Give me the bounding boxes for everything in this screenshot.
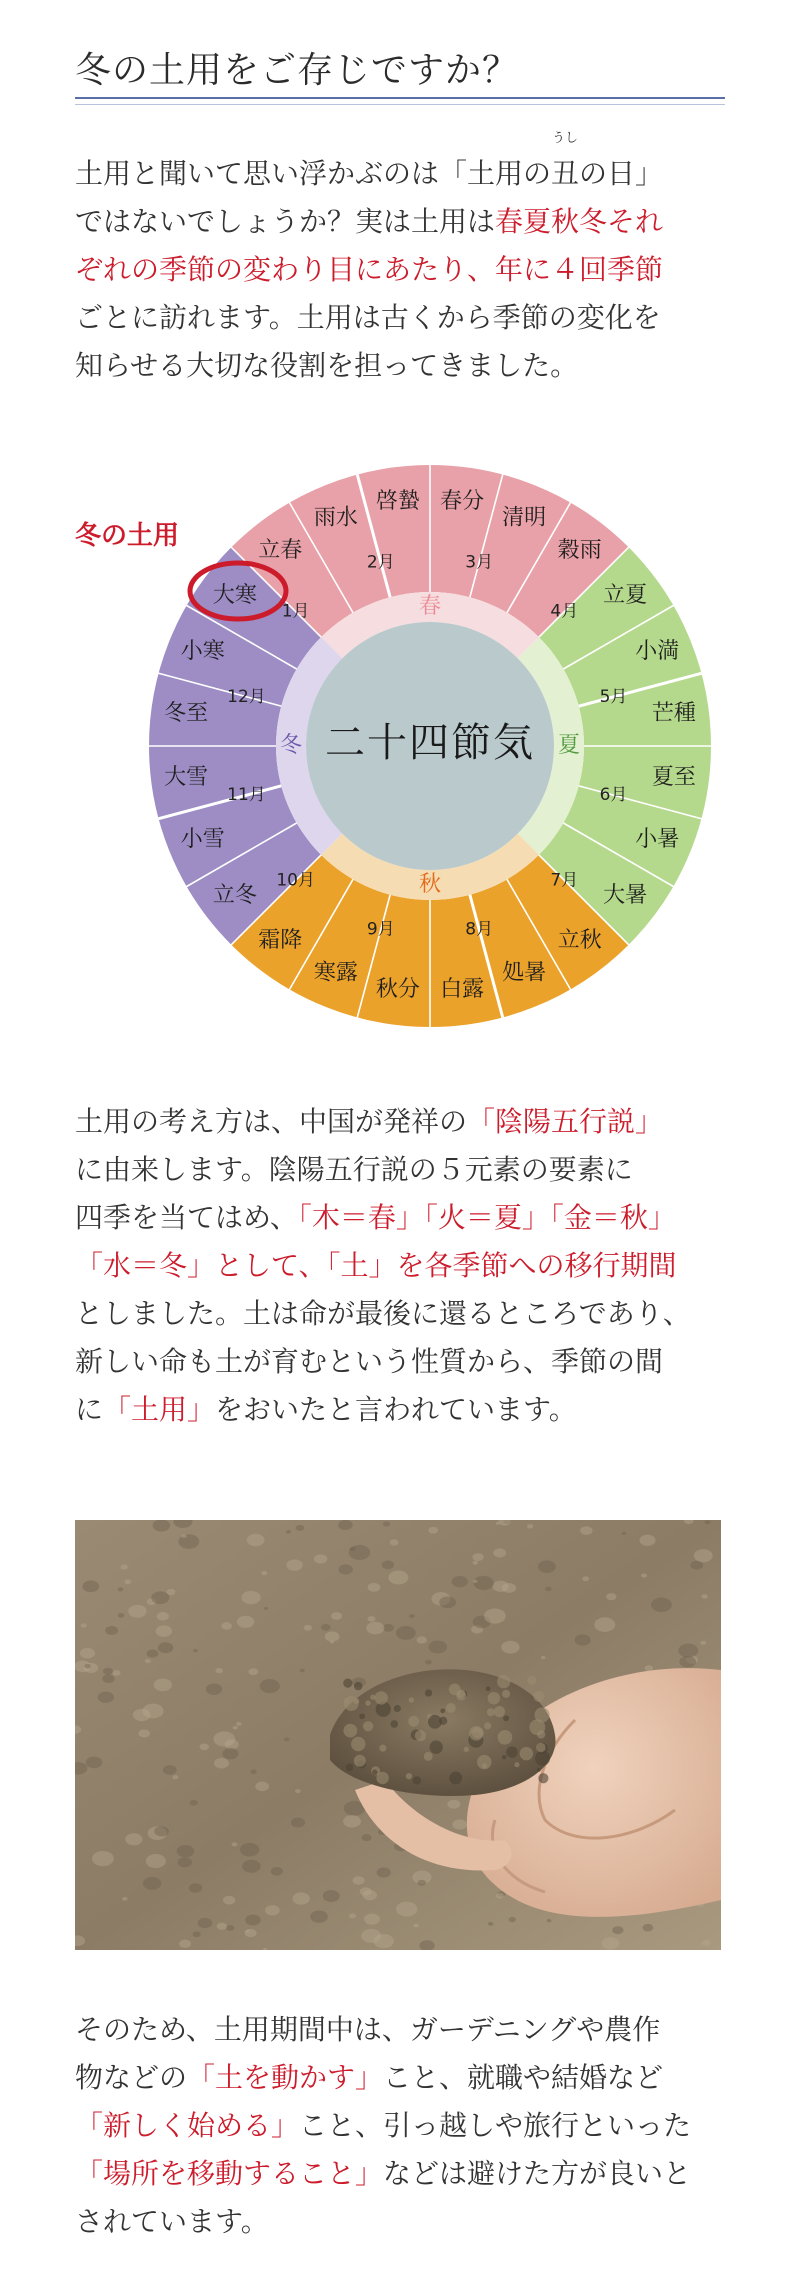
clump-grain bbox=[406, 1773, 412, 1779]
soil-grain bbox=[181, 1534, 186, 1538]
clump-grain bbox=[533, 1691, 544, 1702]
twenty-four-solar-terms-diagram bbox=[0, 440, 800, 1060]
solar-term-label: 大寒 bbox=[212, 583, 257, 609]
soil-grain bbox=[409, 1614, 415, 1618]
soil-grain bbox=[265, 1905, 280, 1915]
explanation-paragraph bbox=[75, 1098, 745, 1434]
soil-grain bbox=[679, 1656, 696, 1668]
soil-grain bbox=[541, 1656, 546, 1659]
soil-grain bbox=[702, 1940, 711, 1946]
soil-grain bbox=[245, 1929, 257, 1937]
text-span: に bbox=[75, 1393, 104, 1426]
soil-grain bbox=[190, 1800, 198, 1806]
solar-term-label: 春分 bbox=[440, 489, 485, 515]
solar-term-label: 芒種 bbox=[651, 700, 696, 726]
clump-grain bbox=[449, 1683, 461, 1695]
soil-grain bbox=[496, 1893, 504, 1899]
clump-grain bbox=[346, 1763, 354, 1771]
solar-term-label: 小雪 bbox=[180, 827, 225, 853]
soil-grain bbox=[245, 1915, 260, 1926]
clump-grain bbox=[484, 1722, 491, 1729]
heading-rule-thin bbox=[75, 104, 725, 105]
autumn-season-label: 秋 bbox=[418, 872, 442, 897]
soil-grain bbox=[339, 1564, 353, 1574]
center-label: 二十四節気 bbox=[325, 720, 535, 766]
soil-grain bbox=[248, 1668, 258, 1675]
soil-grain bbox=[81, 1623, 87, 1627]
soil-grain bbox=[331, 1612, 342, 1620]
soil-grain bbox=[417, 1636, 427, 1643]
soil-grain bbox=[172, 1775, 178, 1779]
clump-grain bbox=[529, 1719, 545, 1735]
soil-grain bbox=[705, 1520, 711, 1524]
soil-grain bbox=[163, 1765, 177, 1775]
solar-term-label: 雨水 bbox=[313, 505, 358, 531]
text-span: をおいたと言われています。 bbox=[215, 1393, 577, 1426]
soil-grain bbox=[545, 1587, 551, 1591]
soil-grain bbox=[118, 1613, 125, 1618]
soil-grain bbox=[295, 1789, 301, 1793]
soil-grain bbox=[390, 1539, 399, 1545]
soil-photo-image bbox=[75, 1520, 721, 1950]
soil-grain bbox=[382, 1560, 394, 1569]
soil-grain bbox=[622, 1532, 627, 1535]
soil-grain bbox=[388, 1570, 408, 1584]
solar-term-label: 白露 bbox=[440, 976, 485, 1002]
soil-grain bbox=[264, 1607, 268, 1610]
emphasis-text: 「場所を移動すること」 bbox=[75, 2157, 384, 2190]
soil-grain bbox=[452, 1576, 468, 1587]
soil-grain bbox=[255, 1782, 269, 1792]
clump-grain bbox=[488, 1692, 501, 1705]
text-span: こと、引っ越しや旅行といった bbox=[299, 2109, 692, 2142]
clump-grain bbox=[487, 1708, 495, 1716]
clump-grain bbox=[536, 1743, 546, 1753]
soil-grain bbox=[247, 1534, 265, 1546]
soil-grain bbox=[594, 1617, 615, 1632]
winter-doyo-callout: 冬の土用 bbox=[75, 521, 180, 551]
soil-grain bbox=[125, 1833, 142, 1845]
soil-grain bbox=[222, 1748, 238, 1759]
soil-grain bbox=[428, 1527, 438, 1534]
body-line bbox=[75, 2102, 745, 2150]
soil-grain bbox=[299, 1669, 304, 1673]
ruby-reading: うし bbox=[552, 131, 579, 146]
soil-grain bbox=[493, 1581, 509, 1592]
soil-grain bbox=[321, 1624, 331, 1631]
clump-grain bbox=[486, 1686, 491, 1691]
month-label: 2月 bbox=[366, 552, 395, 573]
intro-paragraph bbox=[75, 131, 745, 390]
body-line: されています。 bbox=[75, 2205, 269, 2238]
soil-grain bbox=[86, 1757, 103, 1769]
clump-grain bbox=[424, 1752, 433, 1761]
soil-grain bbox=[472, 1561, 478, 1565]
emphasis-text: 「土用」 bbox=[103, 1393, 216, 1426]
soil-grain bbox=[146, 1854, 166, 1868]
soil-grain bbox=[102, 1674, 114, 1683]
soil-grain bbox=[112, 1670, 120, 1676]
clump-grain bbox=[498, 1730, 513, 1745]
month-label: 3月 bbox=[465, 552, 494, 573]
text-span: 物などの bbox=[75, 2061, 188, 2094]
soil-grain bbox=[352, 1876, 364, 1884]
soil-grain bbox=[213, 1731, 235, 1746]
clump-grain bbox=[439, 1717, 447, 1725]
soil-grain bbox=[484, 1608, 506, 1623]
month-label: 7月 bbox=[550, 870, 579, 891]
clump-grain bbox=[409, 1697, 414, 1702]
solar-term-label: 立夏 bbox=[603, 583, 648, 609]
month-label: 5月 bbox=[599, 686, 628, 707]
soil-grain bbox=[189, 1883, 202, 1892]
soil-grain bbox=[105, 1626, 118, 1635]
soil-grain bbox=[145, 1659, 151, 1663]
soil-grain bbox=[452, 1819, 467, 1829]
clump-grain bbox=[535, 1751, 550, 1766]
month-label: 9月 bbox=[366, 919, 395, 940]
clump-grain bbox=[472, 1727, 483, 1738]
emphasis-text: 「新しく始める」 bbox=[75, 2109, 300, 2142]
soil-grain bbox=[138, 1729, 150, 1737]
soil-grain bbox=[133, 1709, 151, 1721]
soil-grain bbox=[215, 1668, 223, 1673]
body-line bbox=[75, 2150, 745, 2198]
soil-grain bbox=[223, 1896, 235, 1905]
clump-grain bbox=[449, 1772, 462, 1785]
clump-grain bbox=[413, 1776, 421, 1784]
soil-grain bbox=[639, 1535, 655, 1546]
soil-grain bbox=[221, 1622, 232, 1629]
soil-grain bbox=[350, 1547, 356, 1551]
solar-term-label: 穀雨 bbox=[557, 537, 602, 563]
soil-grain bbox=[80, 1648, 95, 1659]
soil-grain bbox=[286, 1530, 291, 1534]
soil-grain bbox=[612, 1926, 623, 1934]
solar-term-label: 寒露 bbox=[313, 960, 358, 986]
summer-season-label: 夏 bbox=[557, 733, 581, 758]
soil-grain bbox=[325, 1631, 340, 1641]
clump-grain bbox=[538, 1773, 548, 1783]
body-line: 新しい命も土が育むという性質から、季節の間 bbox=[75, 1345, 664, 1378]
soil-grain bbox=[428, 1641, 447, 1654]
soil-grain bbox=[473, 1580, 477, 1583]
soil-grain bbox=[121, 1565, 128, 1570]
clump-grain bbox=[464, 1747, 469, 1752]
soil-grain bbox=[232, 1842, 238, 1846]
soil-grain bbox=[178, 1857, 192, 1867]
soil-grain bbox=[296, 1525, 305, 1531]
clump-grain bbox=[365, 1700, 370, 1705]
soil-grain bbox=[601, 1937, 619, 1949]
soil-grain bbox=[642, 1924, 653, 1932]
clump-grain bbox=[502, 1755, 506, 1759]
winter-season-label: 冬 bbox=[279, 733, 303, 758]
soil-grain bbox=[527, 1524, 533, 1528]
soil-grain bbox=[447, 1800, 460, 1809]
soil-grain bbox=[291, 1818, 305, 1828]
precaution-paragraph bbox=[75, 2006, 745, 2246]
emphasis-text: 「木＝春」「火＝夏」「金＝秋」 bbox=[297, 1201, 676, 1234]
text-span: の日」 bbox=[579, 157, 664, 190]
solar-term-label: 立冬 bbox=[212, 882, 257, 908]
soil-photo bbox=[75, 1520, 721, 1950]
soil-grain bbox=[651, 1598, 672, 1613]
text-span: ではないでしょうか？実は土用は bbox=[75, 205, 496, 238]
body-line: 「水＝冬」として、「土」を各季節への移行期間 bbox=[75, 1249, 677, 1282]
body-line bbox=[75, 1194, 745, 1242]
text-span: こと、就職や結婚など bbox=[383, 2061, 664, 2094]
clump-grain bbox=[351, 1737, 365, 1751]
soil-grain bbox=[360, 1887, 372, 1895]
soil-grain bbox=[198, 1918, 213, 1928]
solar-term-label: 立春 bbox=[258, 537, 303, 563]
soil-grain bbox=[179, 1940, 191, 1948]
clump-grain bbox=[514, 1762, 519, 1767]
soil-grain bbox=[645, 1665, 653, 1671]
clump-grain bbox=[477, 1755, 491, 1769]
soil-grain bbox=[271, 1867, 283, 1876]
month-label: 12月 bbox=[227, 686, 266, 707]
soil-grain bbox=[701, 1594, 707, 1598]
emphasis-text: 「陰陽五行説」 bbox=[467, 1105, 664, 1138]
ruby-kanji bbox=[551, 131, 580, 198]
soil-grain bbox=[154, 1678, 172, 1691]
clump-grain bbox=[344, 1696, 359, 1711]
soil-grain bbox=[538, 1560, 556, 1573]
text-span: 土用の考え方は、中国が発祥の bbox=[75, 1105, 468, 1138]
soil-grain bbox=[193, 1931, 201, 1937]
soil-grain bbox=[373, 1934, 393, 1948]
clump-grain bbox=[354, 1755, 366, 1767]
clump-grain bbox=[446, 1703, 456, 1713]
soil-grain bbox=[606, 1593, 616, 1600]
emphasis-text: 「土を動かす」 bbox=[187, 2061, 384, 2094]
soil-grain bbox=[362, 1834, 372, 1841]
solar-term-label: 啓蟄 bbox=[375, 489, 420, 515]
page-heading: 冬の土用をご存じですか？ bbox=[75, 50, 520, 91]
body-line: そのため、土用期間中は、ガーデニングや農作 bbox=[75, 2013, 661, 2046]
soil-grain bbox=[92, 1851, 114, 1866]
soil-grain bbox=[678, 1644, 698, 1658]
clump-grain bbox=[359, 1713, 365, 1719]
soil-grain bbox=[261, 1571, 267, 1575]
soil-grain bbox=[128, 1605, 146, 1618]
solar-term-label: 処暑 bbox=[502, 960, 547, 986]
soil-grain bbox=[314, 1554, 327, 1563]
body-line bbox=[75, 1386, 745, 1434]
soil-grain bbox=[501, 1641, 519, 1654]
soil-grain bbox=[694, 1549, 713, 1562]
month-label: 11月 bbox=[227, 785, 266, 806]
solar-term-label: 夏至 bbox=[651, 765, 696, 791]
soil-grain bbox=[700, 1641, 706, 1645]
soil-grain bbox=[103, 1668, 113, 1675]
soil-grain bbox=[260, 1679, 280, 1693]
soil-grain bbox=[98, 1692, 114, 1703]
soil-grain bbox=[193, 1649, 198, 1652]
ruby-base: 丑 bbox=[551, 157, 580, 190]
soil-grain bbox=[582, 1576, 589, 1581]
clump-grain bbox=[376, 1772, 388, 1784]
soil-grain bbox=[383, 1522, 390, 1527]
soil-grain bbox=[242, 1860, 261, 1873]
clump-grain bbox=[379, 1745, 386, 1752]
soil-grain bbox=[364, 1914, 380, 1925]
clump-grain bbox=[527, 1676, 536, 1685]
soil-grain bbox=[366, 1622, 384, 1635]
text-span: 四季を当てはめ、 bbox=[75, 1201, 298, 1234]
clump-grain bbox=[430, 1740, 443, 1753]
soil-grain bbox=[177, 1845, 195, 1857]
soil-grain bbox=[368, 1583, 381, 1592]
soil-grain bbox=[575, 1634, 591, 1645]
soil-grain bbox=[690, 1561, 703, 1570]
intro-line bbox=[75, 131, 745, 198]
heading-rule bbox=[75, 97, 725, 99]
solar-term-label: 清明 bbox=[502, 505, 547, 531]
intro-line: ごとに訪れます。土用は古くから季節の変化を bbox=[75, 301, 661, 334]
soil-grain bbox=[472, 1553, 483, 1561]
soil-grain bbox=[284, 1738, 289, 1742]
text-span: などは避けた方が良いと bbox=[383, 2157, 692, 2190]
soil-grain bbox=[157, 1612, 169, 1620]
solar-term-label: 大暑 bbox=[603, 882, 648, 908]
soil-grain bbox=[124, 1580, 131, 1585]
soil-grain bbox=[292, 1892, 309, 1904]
month-label: 8月 bbox=[465, 919, 494, 940]
soil-grain bbox=[425, 1660, 432, 1665]
soil-grain bbox=[377, 1868, 391, 1878]
body-line: に由来します。陰陽五行説の５元素の要素に bbox=[75, 1153, 633, 1186]
clump-grain bbox=[375, 1691, 388, 1704]
soil-grain bbox=[413, 1924, 419, 1928]
clump-grain bbox=[506, 1746, 518, 1758]
soil-grain bbox=[241, 1591, 260, 1604]
soil-grain bbox=[310, 1910, 328, 1922]
soil-grain bbox=[151, 1591, 169, 1604]
soil-grain bbox=[214, 1758, 229, 1768]
month-label: 1月 bbox=[281, 601, 310, 622]
soil-grain bbox=[118, 1587, 124, 1591]
soil-grain bbox=[199, 1744, 209, 1751]
soil-grain bbox=[488, 1922, 494, 1926]
soil-grain bbox=[547, 1919, 552, 1922]
soil-grain bbox=[338, 1520, 352, 1530]
clump-grain bbox=[394, 1705, 401, 1712]
body-line bbox=[75, 2054, 745, 2102]
soil-grain bbox=[367, 1616, 375, 1622]
soil-grain bbox=[509, 1917, 516, 1922]
soil-grain bbox=[417, 1880, 426, 1886]
soil-grain bbox=[439, 1596, 456, 1608]
solar-term-label: 大雪 bbox=[164, 765, 209, 791]
intro-line: 知らせる大切な役割を担ってきました。 bbox=[75, 349, 579, 382]
emphasis-text: 春夏秋冬それ bbox=[495, 205, 664, 238]
soil-grain bbox=[396, 1626, 416, 1640]
month-label: 6月 bbox=[599, 785, 628, 806]
clump-grain bbox=[363, 1721, 373, 1731]
soil-grain bbox=[236, 1722, 242, 1726]
clump-grain bbox=[440, 1708, 445, 1713]
solar-term-label: 小満 bbox=[635, 638, 680, 664]
solar-term-label: 冬至 bbox=[164, 700, 209, 726]
soil-grain bbox=[233, 1726, 238, 1730]
clump-grain bbox=[425, 1689, 432, 1696]
soil-grain bbox=[122, 1897, 127, 1901]
clump-grain bbox=[497, 1675, 510, 1688]
clump-grain bbox=[408, 1716, 419, 1727]
soil-grain bbox=[349, 1913, 356, 1918]
clump-grain bbox=[370, 1694, 375, 1699]
soil-grain bbox=[240, 1843, 259, 1857]
soil-grain bbox=[154, 1826, 169, 1836]
clump-grain bbox=[503, 1715, 509, 1721]
clump-grain bbox=[372, 1770, 377, 1775]
soil-grain bbox=[237, 1616, 254, 1628]
clump-grain bbox=[502, 1690, 510, 1698]
soil-grain bbox=[143, 1877, 162, 1890]
solar-term-label: 立秋 bbox=[557, 928, 602, 954]
soil-grain bbox=[641, 1573, 647, 1577]
soil-grain bbox=[206, 1684, 222, 1695]
clump-grain bbox=[537, 1768, 541, 1772]
solar-term-label: 秋分 bbox=[375, 976, 420, 1002]
soil-grain bbox=[84, 1664, 91, 1669]
soil-grain bbox=[580, 1526, 592, 1535]
soil-grain bbox=[343, 1815, 361, 1827]
soil-grain bbox=[147, 1649, 159, 1657]
body-line: としました。土は命が最後に還るところであり、 bbox=[75, 1297, 691, 1330]
soil-grain bbox=[493, 1548, 506, 1557]
soil-grain bbox=[323, 1890, 340, 1902]
soil-grain bbox=[82, 1581, 99, 1593]
soil-grain bbox=[158, 1642, 174, 1653]
clump-grain bbox=[343, 1724, 357, 1738]
text-span: 土用と聞いて思い浮かぶのは「土用の bbox=[75, 157, 552, 190]
spring-season-label: 春 bbox=[418, 594, 442, 619]
clump-grain bbox=[390, 1720, 398, 1728]
clump-grain bbox=[415, 1730, 426, 1741]
month-label: 10月 bbox=[276, 870, 315, 891]
solar-term-label: 小寒 bbox=[180, 638, 225, 664]
clump-grain bbox=[520, 1747, 533, 1760]
soil-grain bbox=[250, 1769, 256, 1773]
solar-term-label: 霜降 bbox=[258, 928, 303, 954]
soil-grain bbox=[156, 1625, 172, 1637]
body-line bbox=[75, 1098, 745, 1146]
solar-term-label: 小暑 bbox=[635, 827, 680, 853]
clump-grain bbox=[494, 1706, 505, 1717]
soil-grain bbox=[396, 1902, 417, 1917]
soil-grain bbox=[226, 1925, 234, 1931]
intro-line bbox=[75, 198, 745, 246]
soil-grain bbox=[286, 1559, 302, 1570]
clump-grain bbox=[354, 1682, 362, 1690]
intro-line: ぞれの季節の変わり目にあたり、年に４回季節 bbox=[75, 253, 664, 286]
soil-grain bbox=[304, 1625, 312, 1631]
soil-grain bbox=[473, 1576, 493, 1590]
soil-grain bbox=[217, 1923, 227, 1930]
clump-grain bbox=[343, 1679, 352, 1688]
month-label: 4月 bbox=[550, 601, 579, 622]
